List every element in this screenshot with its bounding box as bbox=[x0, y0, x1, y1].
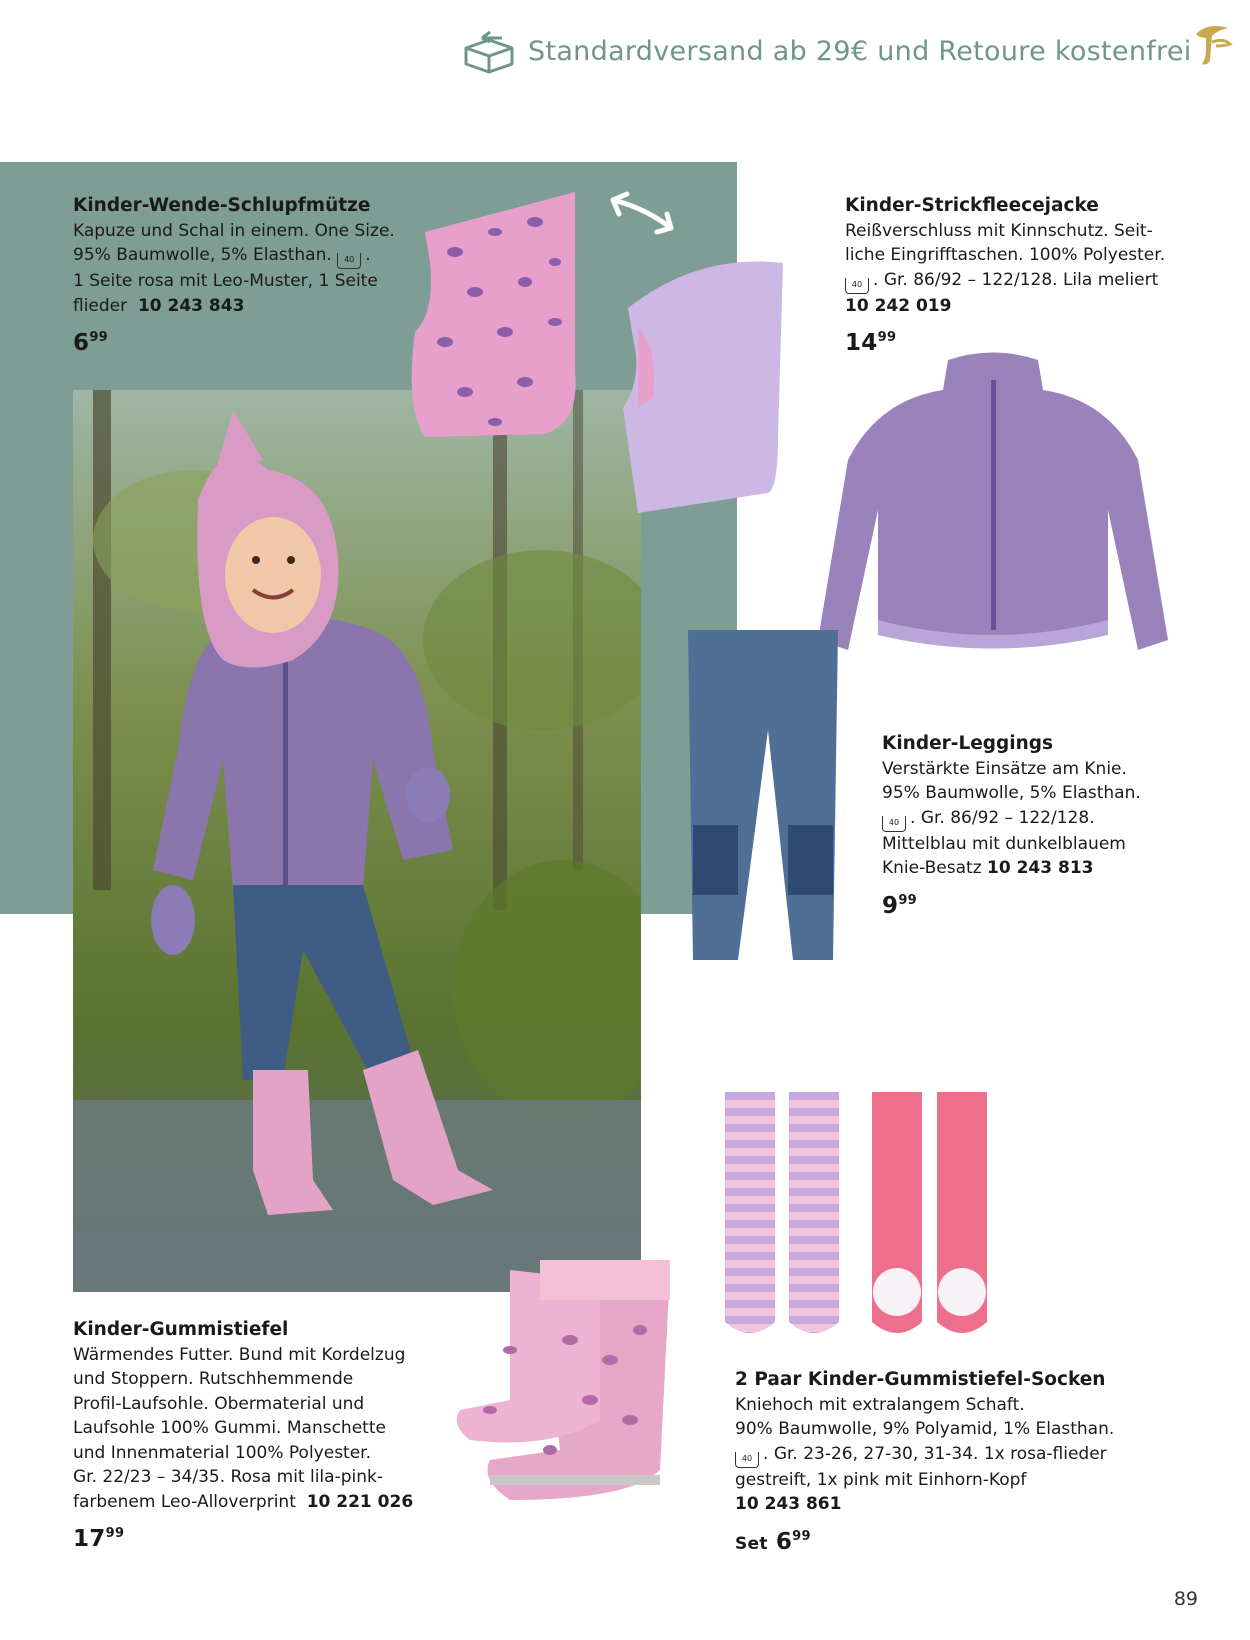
product-title: Kinder-Gummistiefel bbox=[73, 1319, 289, 1340]
price-main: 9 bbox=[882, 892, 899, 919]
description-line: Kapuze und Schal in einem. One Size. bbox=[73, 220, 395, 241]
description-line: Reißverschluss mit Kinnschutz. Seit- bbox=[845, 220, 1153, 241]
hat-lilac-image bbox=[618, 258, 788, 513]
reversible-arrow-icon bbox=[605, 190, 680, 240]
description-line: Gr. 86/92 – 122/128. Lila meliert bbox=[883, 269, 1159, 290]
article-number: 10 243 813 bbox=[987, 858, 1094, 878]
description-line: Mittelblau mit dunkelblauem bbox=[882, 833, 1126, 854]
price-main: 6 bbox=[775, 1528, 793, 1555]
description-line: 95% Baumwolle, 5% Elasthan. bbox=[73, 245, 332, 265]
wash-symbol-icon: 40 bbox=[735, 1452, 759, 1468]
product-title: Kinder-Leggings bbox=[882, 733, 1054, 754]
description-line: Gr. 86/92 – 122/128. bbox=[920, 807, 1095, 828]
product-leggings: Kinder-Leggings Verstärkte Einsätze am Knie. 95% Baumwolle, 5% Elasthan. 40 . Gr. 86/92 – 122/128. Mittelblau mit dunkelblauem Knie-Besatz 10 243 813 $9^{99}$ bbox=[882, 733, 1141, 919]
description-line: Wärmendes Futter. Bund mit Kordelzug bbox=[73, 1344, 406, 1365]
tchibo-logo-icon bbox=[1188, 20, 1234, 68]
return-box-icon bbox=[460, 28, 518, 74]
price-main: 17 bbox=[73, 1526, 106, 1552]
description-line: farbenem Leo-Alloverprint bbox=[73, 1491, 296, 1512]
product-jacket: Kinder-Strickfleecejacke Reißverschluss mit Kinnschutz. Seit- liche Eingrifftaschen. 100% Polyester. 40 . Gr. 86/92 – 122/128. Lila meliert 10 242 019 $14^{99}$ bbox=[845, 195, 1166, 356]
product-title: Kinder-Strickfleecejacke bbox=[845, 195, 1099, 216]
article-number: 10 221 026 bbox=[306, 1491, 414, 1512]
wash-symbol-icon: 40 bbox=[882, 816, 906, 832]
price-main: 14 bbox=[845, 330, 878, 356]
price-cents: 99 bbox=[89, 330, 109, 345]
price bbox=[735, 1525, 1114, 1557]
page-number: 89 bbox=[1173, 1588, 1198, 1610]
description-line: 1 Seite rosa mit Leo-Muster, 1 Seite bbox=[73, 271, 378, 291]
article-number: 10 243 861 bbox=[735, 1494, 842, 1514]
product-boots bbox=[73, 1318, 413, 1552]
description-line: Kniehoch mit extralangem Schaft. bbox=[735, 1394, 1025, 1415]
price-prefix: Set bbox=[735, 1533, 768, 1554]
rain-boots-image bbox=[450, 1250, 680, 1510]
article-number: 10 243 843 bbox=[137, 295, 245, 316]
price bbox=[73, 326, 395, 356]
child-outdoor-photo bbox=[73, 390, 641, 1292]
price-main: 6 bbox=[73, 330, 90, 356]
description-line: Verstärkte Einsätze am Knie. bbox=[882, 758, 1127, 779]
price bbox=[73, 1522, 413, 1552]
description-line: 90% Baumwolle, 9% Polyamid, 1% Elasthan. bbox=[735, 1419, 1115, 1439]
description-line: Profil-Laufsohle. Obermaterial und bbox=[73, 1393, 365, 1414]
leggings-image bbox=[683, 630, 843, 970]
product-hat: Kinder-Wende-Schlupfmütze Kapuze und Schal in einem. One Size. 95% Baumwolle, 5% Elasthan. 40 . 1 Seite rosa mit Leo-Muster, 1 Seite flieder 10 243 843 $6^{99}$ bbox=[73, 195, 395, 356]
shipping-text: Standardversand ab 29€ und Retoure kostenfrei bbox=[528, 35, 1192, 67]
description-line: liche Eingrifftaschen. 100% Polyester. bbox=[845, 245, 1166, 265]
price bbox=[882, 889, 1141, 919]
socks-image bbox=[722, 1092, 992, 1342]
description-line: und Innenmaterial 100% Polyester. bbox=[73, 1442, 372, 1463]
product-socks: 2 Paar Kinder-Gummistiefel-Socken Kniehoch mit extralangem Schaft. 90% Baumwolle, 9% Polyamid, 1% Elasthan. 40 . Gr. 23-26, 27-30, 31-34. 1x rosa-flieder gestreift, 1x pink mit Einhorn-Kopf 10 243 861 Set $6^{99}$ bbox=[735, 1369, 1115, 1555]
product-title: 2 Paar Kinder-Gummistiefel-Socken bbox=[735, 1369, 1106, 1390]
fleece-jacket-image bbox=[808, 350, 1178, 675]
description-line: Gr. 23-26, 27-30, 31-34. 1x rosa-flieder bbox=[773, 1443, 1107, 1464]
shipping-banner bbox=[460, 28, 1250, 74]
product-title: Kinder-Wende-Schlupfmütze bbox=[73, 195, 371, 216]
wash-symbol-icon: 40 bbox=[337, 253, 361, 269]
description-line: Laufsohle 100% Gummi. Manschette bbox=[73, 1418, 386, 1438]
description-line: Gr. 22/23 – 34/35. Rosa mit lila-pink- bbox=[73, 1467, 383, 1487]
description-line: 95% Baumwolle, 5% Elasthan. bbox=[882, 783, 1141, 803]
description-line: und Stoppern. Rutschhemmende bbox=[73, 1369, 354, 1389]
price-cents: 99 bbox=[898, 892, 918, 908]
description-line: gestreift, 1x pink mit Einhorn-Kopf bbox=[735, 1469, 1027, 1490]
wash-symbol-icon: 40 bbox=[845, 278, 869, 294]
description-line: flieder bbox=[73, 295, 128, 316]
price-cents: 99 bbox=[105, 1526, 125, 1541]
price bbox=[845, 326, 1165, 356]
price-cents: 99 bbox=[877, 330, 897, 345]
price-cents: 99 bbox=[792, 1528, 811, 1544]
hat-pink-image bbox=[405, 192, 585, 442]
description-line: Knie-Besatz bbox=[882, 858, 982, 878]
article-number: 10 242 019 bbox=[845, 295, 952, 316]
